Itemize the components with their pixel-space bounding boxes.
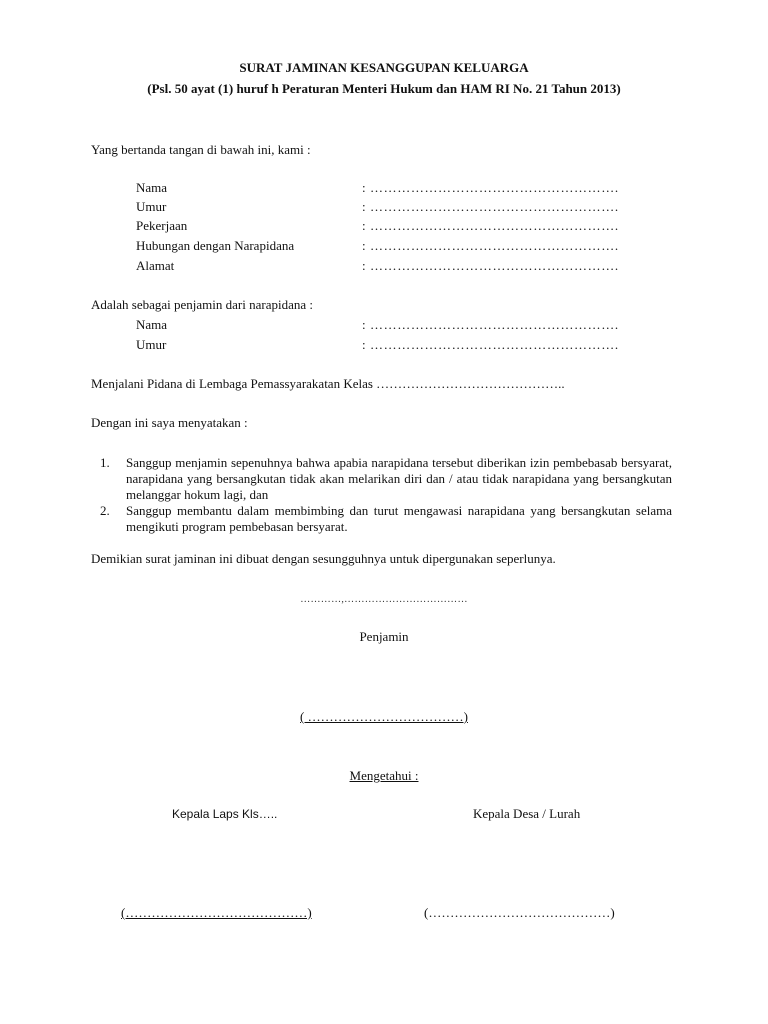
field-value-pekerjaan: : ………………………………………………. <box>362 218 619 233</box>
right-official-signature-line: (……………………………………) <box>424 905 615 920</box>
statement-list <box>100 455 672 535</box>
document-subtitle: (Psl. 50 ayat (1) huruf h Peraturan Menteri Hukum dan HAM RI No. 21 Tahun 2013) <box>147 81 621 96</box>
field-label-pekerjaan: Pekerjaan <box>136 218 188 233</box>
prisoner-intro: Adalah sebagai penjamin dari narapidana : <box>91 297 313 312</box>
prisoner-label-nama: Nama <box>136 317 168 332</box>
field-value-umur: : ………………………………………………. <box>362 199 619 214</box>
statement-number: 2. <box>100 503 110 518</box>
field-label-nama: Nama <box>136 180 168 195</box>
field-value-alamat: : ………………………………………………. <box>362 258 619 273</box>
field-label-hubungan: Hubungan dengan Narapidana <box>136 238 295 253</box>
field-label-umur: Umur <box>136 199 167 214</box>
field-label-alamat: Alamat <box>136 258 175 273</box>
left-official-title: Kepala Laps Kls….. <box>172 807 278 821</box>
guarantor-sign-label: Penjamin <box>359 629 409 644</box>
prisoner-label-umur: Umur <box>136 337 167 352</box>
declaration-intro: Dengan ini saya menyatakan : <box>91 415 248 430</box>
prisoner-value-nama: : ………………………………………………. <box>362 317 619 332</box>
left-official-signature-line: (……………………………………) <box>121 905 312 920</box>
prisoner-value-umur: : ………………………………………………. <box>362 337 619 352</box>
place-date-line: …………,……………………………… <box>300 594 468 605</box>
field-value-hubungan: : ………………………………………………. <box>362 238 619 253</box>
right-official-title: Kepala Desa / Lurah <box>473 806 581 821</box>
acknowledged-label: Mengetahui : <box>349 768 419 783</box>
field-value-nama: : ………………………………………………. <box>362 180 619 195</box>
statement-text: Sanggup menjamin sepenuhnya bahwa apabia narapidana tersebut diberikan izin pembebasab bersyarat, narapidana yang bersangkutan tidak akan melarikan diri dan / atau tidak narapidana yang bersangkutan melanggar hokum lagi, dan <box>126 455 672 502</box>
statement-item <box>100 455 672 503</box>
closing-statement: Demikian surat jaminan ini dibuat dengan sesungguhnya untuk dipergunakan seperlunya. <box>91 551 556 566</box>
document-title: SURAT JAMINAN KESANGGUPAN KELUARGA <box>239 60 529 75</box>
statement-text: Sanggup membantu dalam membimbing dan turut mengawasi narapidana yang bersangkutan selama mengikuti program pembebasan bersyarat. <box>126 503 672 534</box>
statement-number: 1. <box>100 455 110 470</box>
statement-item <box>100 503 672 535</box>
intro-text: Yang bertanda tangan di bawah ini, kami : <box>91 142 311 157</box>
guarantor-signature-line: ( ………………………………) <box>300 709 468 724</box>
serving-sentence-text: Menjalani Pidana di Lembaga Pemassyarakatan Kelas …………………………………….. <box>91 376 565 391</box>
